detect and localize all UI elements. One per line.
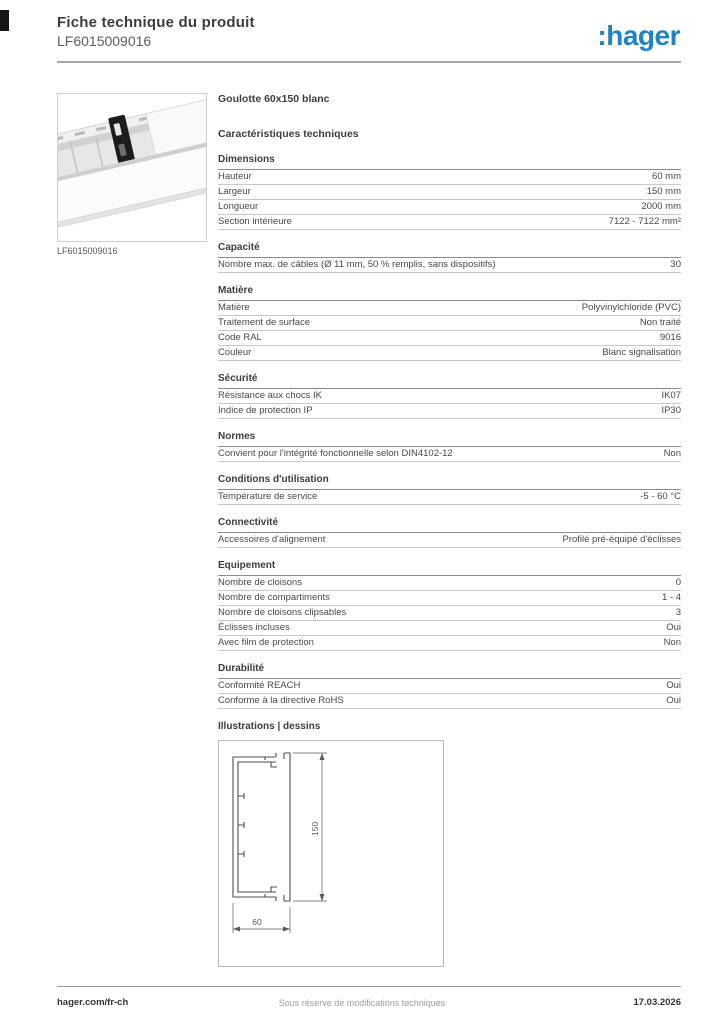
spec-row — [218, 679, 681, 694]
spec-row — [218, 591, 681, 606]
footer-divider — [57, 986, 681, 987]
product-image-caption: LF6015009016 — [57, 246, 118, 256]
cross-section-drawing — [219, 741, 443, 966]
spec-row — [218, 258, 681, 273]
section-title: Capacité — [218, 242, 681, 258]
spec-value: 60 mm — [651, 170, 681, 182]
spec-value: Oui — [666, 621, 681, 633]
spec-value: 1 - 4 — [661, 591, 681, 603]
spec-value: Polyvinylchloride (PVC) — [581, 301, 681, 313]
spec-row — [218, 331, 681, 346]
header-divider — [57, 61, 681, 63]
illustrations-heading: Illustrations | dessins — [218, 721, 321, 732]
product-reference: LF6015009016 — [57, 33, 152, 49]
spec-value: 7122 - 7122 mm² — [608, 215, 681, 227]
spec-value: 0 — [675, 576, 681, 588]
spec-value: IK07 — [661, 389, 681, 401]
spec-row — [218, 301, 681, 316]
spec-value: 150 mm — [646, 185, 681, 197]
tech-section — [218, 560, 681, 651]
spec-label: Conforme à la directive RoHS — [218, 694, 344, 706]
spec-value: Non — [663, 636, 681, 648]
tech-section — [218, 242, 681, 273]
footer-website-link[interactable]: hager.com/fr-ch — [57, 997, 129, 1008]
spec-label: Matière — [218, 301, 250, 313]
spec-row — [218, 404, 681, 419]
spec-label: Conformité REACH — [218, 679, 301, 691]
spec-label: Nombre de compartiments — [218, 591, 330, 603]
spec-label: Éclisses incluses — [218, 621, 290, 633]
spec-label: Température de service — [218, 490, 318, 502]
tech-section — [218, 431, 681, 462]
spec-label: Nombre de cloisons clipsables — [218, 606, 347, 618]
spec-row — [218, 447, 681, 462]
spec-row — [218, 316, 681, 331]
product-name: Goulotte 60x150 blanc — [218, 93, 330, 105]
main-content — [218, 93, 681, 967]
spec-label: Code RAL — [218, 331, 262, 343]
section-title: Matière — [218, 285, 681, 301]
section-title: Durabilité — [218, 663, 681, 679]
product-image — [57, 93, 207, 242]
spec-label: Couleur — [218, 346, 252, 358]
spec-row — [218, 621, 681, 636]
spec-value: Non — [663, 447, 681, 459]
spec-row — [218, 636, 681, 651]
spec-row — [218, 215, 681, 230]
tech-section — [218, 154, 681, 230]
section-title: Sécurité — [218, 373, 681, 389]
tech-section — [218, 285, 681, 361]
drawing-height-label: 150 — [310, 821, 320, 836]
tech-section — [218, 373, 681, 419]
spec-value: 2000 mm — [641, 200, 681, 212]
tech-sections — [218, 154, 681, 709]
spec-label: Nombre max. de câbles (Ø 11 mm, 50 % remplis, sans dispositifs) — [218, 258, 496, 270]
footer-date: 17.03.2026 — [633, 997, 681, 1008]
section-title: Conditions d'utilisation — [218, 474, 681, 490]
page-title: Fiche technique du produit — [57, 14, 255, 31]
spec-row — [218, 200, 681, 215]
drawing-width-label: 60 — [252, 917, 262, 927]
spec-row — [218, 576, 681, 591]
spec-label: Résistance aux chocs IK — [218, 389, 323, 401]
spec-value: Profilé pré-équipé d'éclisses — [562, 533, 681, 545]
spec-label: Accessoires d'alignement — [218, 533, 326, 545]
spec-label: Avec film de protection — [218, 636, 314, 648]
spec-label: Section intérieure — [218, 215, 292, 227]
spec-label: Convient pour l'intégrité fonctionnelle selon DIN4102-12 — [218, 447, 453, 459]
spec-value: Blanc signalisation — [602, 346, 681, 358]
spec-row — [218, 606, 681, 621]
tech-section — [218, 663, 681, 709]
tech-section — [218, 517, 681, 548]
section-title: Dimensions — [218, 154, 681, 170]
page-corner-mark — [0, 10, 9, 31]
footer-disclaimer: Sous réserve de modifications techniques — [278, 998, 446, 1008]
spec-row — [218, 694, 681, 709]
section-title: Equipement — [218, 560, 681, 576]
spec-label: Nombre de cloisons — [218, 576, 302, 588]
spec-value: 30 — [670, 258, 681, 270]
spec-label: Indice de protection IP — [218, 404, 313, 416]
spec-label: Longueur — [218, 200, 259, 212]
spec-row — [218, 346, 681, 361]
trunking-render — [58, 94, 206, 241]
spec-value: IP30 — [661, 404, 681, 416]
spec-label: Largeur — [218, 185, 251, 197]
spec-label: Hauteur — [218, 170, 252, 182]
section-title: Normes — [218, 431, 681, 447]
technical-drawing — [218, 740, 444, 967]
section-title: Connectivité — [218, 517, 681, 533]
spec-row — [218, 185, 681, 200]
page-header — [57, 14, 255, 49]
spec-row — [218, 490, 681, 505]
tech-section — [218, 474, 681, 505]
spec-value: 9016 — [659, 331, 681, 343]
spec-value: Non traité — [639, 316, 681, 328]
spec-value: -5 - 60 °C — [640, 490, 681, 502]
spec-value: 3 — [675, 606, 681, 618]
spec-row — [218, 170, 681, 185]
characteristics-heading: Caractéristiques techniques — [218, 128, 359, 140]
spec-value: Oui — [666, 679, 681, 691]
spec-row — [218, 533, 681, 548]
spec-label: Traitement de surface — [218, 316, 311, 328]
spec-row — [218, 389, 681, 404]
spec-value: Oui — [666, 694, 681, 706]
hager-logo: :hager — [597, 20, 680, 51]
